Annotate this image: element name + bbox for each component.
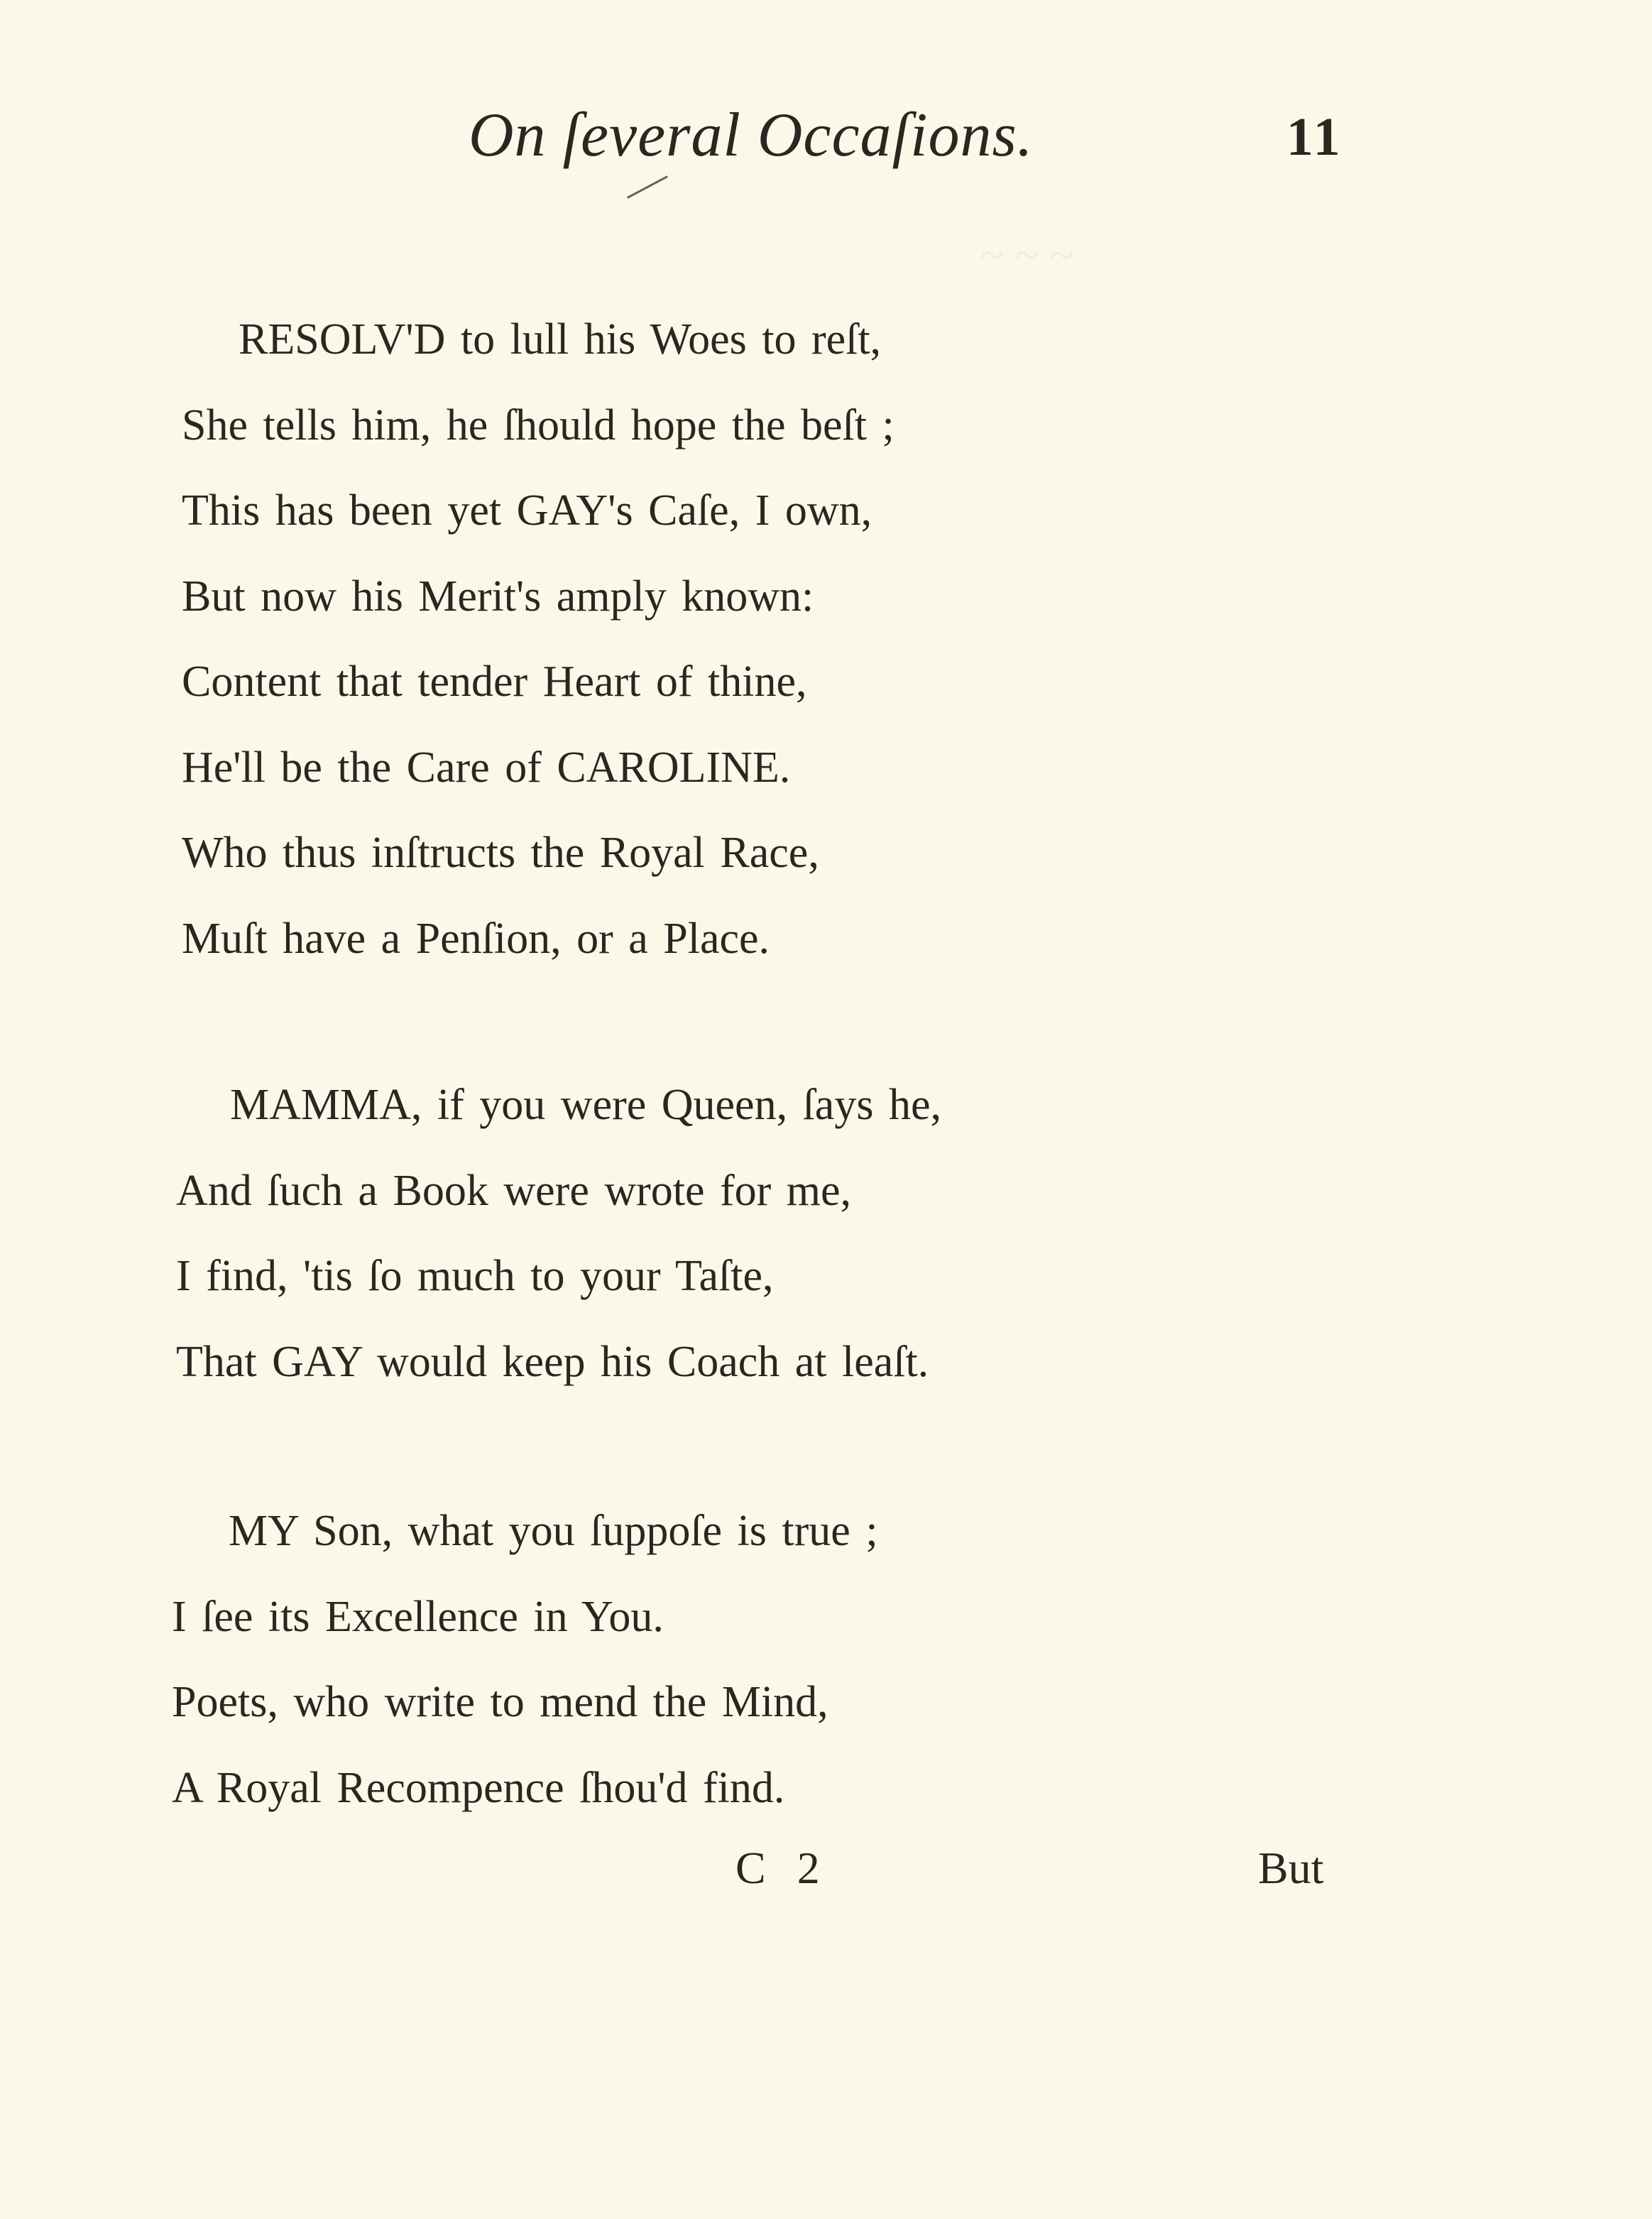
page-number: 11 <box>1286 107 1343 167</box>
stanza-1 <box>182 297 895 981</box>
verse-line: But now his Merit's amply known: <box>182 572 814 621</box>
verse-line: Content that tender Heart of thine, <box>182 658 807 706</box>
verse-line: I ſee its Excellence in You. <box>172 1592 664 1641</box>
running-head: On ſeveral Occaſions. <box>469 101 1034 170</box>
signature-mark: C 2 <box>735 1843 830 1893</box>
verse-line: MAMMA, if you were Queen, ſays he, <box>230 1081 941 1129</box>
verse-line: Poets, who write to mend the Mind, <box>172 1678 828 1726</box>
show-through-ghost-text: ~ ~ ~ <box>980 231 1073 280</box>
ink-mark <box>627 175 668 199</box>
verse-line: Muſt have a Penſion, or a Place. <box>182 914 770 963</box>
verse-line: That GAY would keep his Coach at leaſt. <box>176 1337 929 1386</box>
stanza-2 <box>176 1062 941 1405</box>
verse-line: MY Son, what you ſuppoſe is true ; <box>229 1507 878 1555</box>
catchword: But <box>1258 1843 1324 1893</box>
verse-line: He'll be the Care of CAROLINE. <box>182 743 791 792</box>
verse-line: This has been yet GAY's Caſe, I own, <box>182 486 873 535</box>
verse-line: Who thus inſtructs the Royal Race, <box>182 829 819 877</box>
verse-line: I find, 'tis ſo much to your Taſte, <box>176 1252 774 1300</box>
verse-line: A Royal Recompence ſhou'd find. <box>172 1763 785 1812</box>
stanza-3 <box>172 1488 878 1831</box>
verse-line: And ſuch a Book were wrote for me, <box>176 1166 852 1215</box>
verse-line: She tells him, he ſhould hope the beſt ; <box>182 400 895 449</box>
verse-line: RESOLV'D to lull his Woes to reſt, <box>239 315 882 364</box>
